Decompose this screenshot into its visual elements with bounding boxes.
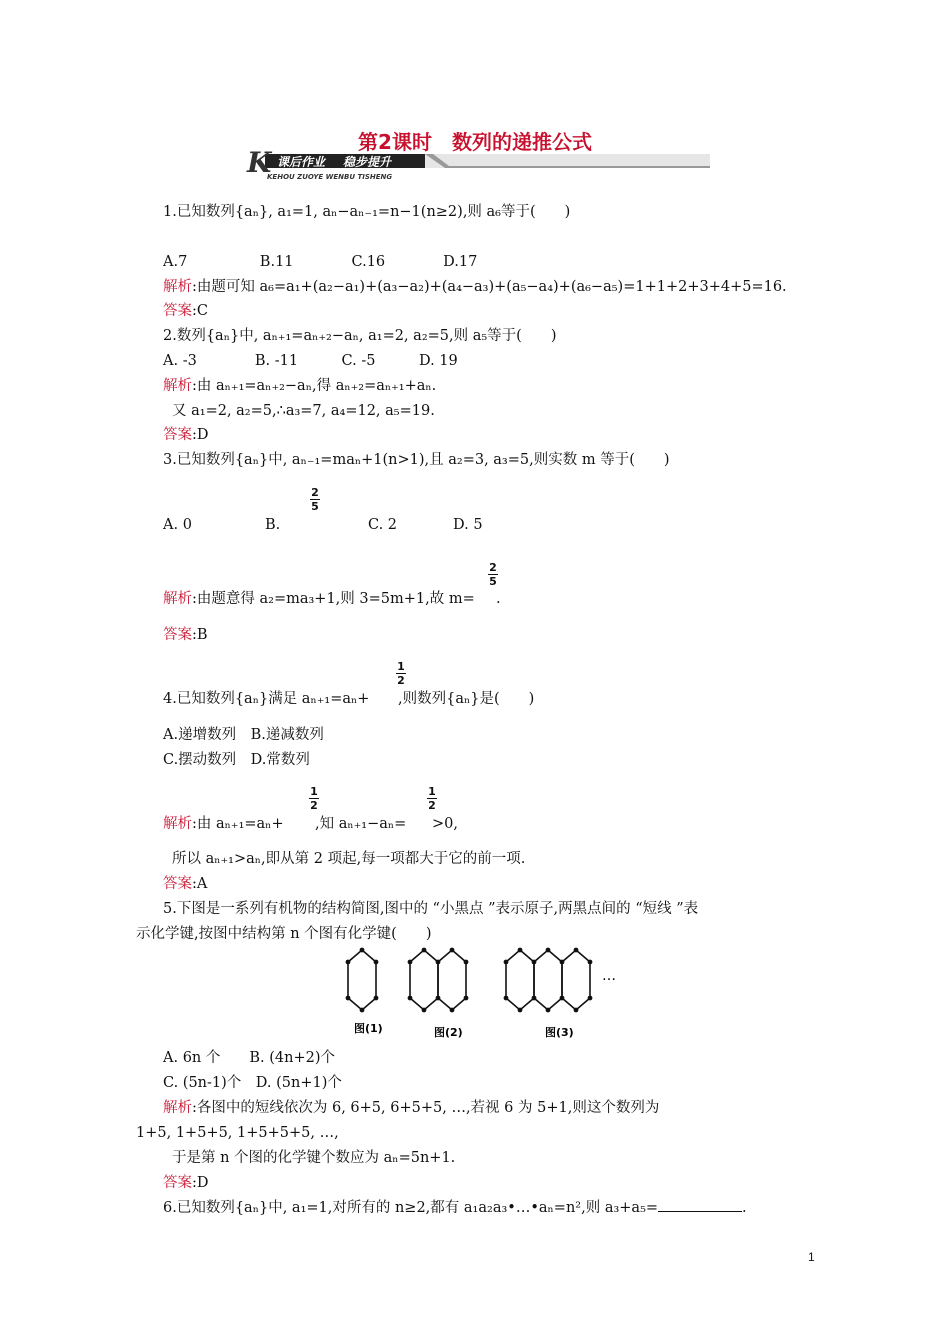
q4-stem-fraction: 1 2 [397,660,405,687]
q5-figure [340,940,640,1045]
q1-analysis: 解析:由题可知 a₆=a₁+(a₂−a₁)+(a₃−a₂)+(a₄−a₃)+(a₅−a₄)+(a₆−a₅)=1+1+2+3+4+5=16. [163,279,787,295]
q4-stem-end: ,则数列{aₙ}是( ) [398,691,535,707]
q3-analysis-end: . [496,591,501,607]
page-number: 1 [808,1250,815,1264]
q3-option-b-fraction: 2 5 [311,486,319,513]
banner-k-letter: K [247,148,272,179]
q1-stem: 1.已知数列{aₙ}, a₁=1, aₙ−aₙ₋₁=n−1(n≥2),则 a₆等于( ) [163,204,571,220]
q3-stem: 3.已知数列{aₙ}中, aₙ₋₁=maₙ+1(n>1),且 a₂=3, a₃=5,则实数 m 等于( ) [163,452,670,468]
q5-stem-2: 示化学键,按图中结构第 n 个图有化学键( ) [136,926,432,942]
banner-main-text: 课后作业 [277,155,326,169]
q5-stem: 5.下图是一系列有机物的结构简图,图中的 “小黑点 ”表示原子,两黑点间的 “短线 ”表 [163,901,699,917]
q4-options-cd: C.摆动数列 D.常数列 [163,752,310,768]
q5-options-cd: C. (5n-1)个 D. (5n+1)个 [163,1075,342,1091]
q2-options: A. -3 B. -11 C. -5 D. 19 [163,353,458,369]
q5-analysis: 解析:各图中的短线依次为 6, 6+5, 6+5+5, …,若视 6 为 5+1,则这个数列为 [163,1100,660,1116]
q4-analysis-2: 所以 aₙ₊₁>aₙ,即从第 2 项起,每一项都大于它的前一项. [172,851,526,867]
q4-answer: 答案:A [163,876,208,892]
q4-analysis-fraction-1: 1 2 [310,785,318,812]
banner-sub-text: 稳步提升 [343,155,392,169]
page-title: 第2课时 数列的递推公式 [358,130,592,154]
q3-option-c: C. 2 [368,517,398,533]
q3-option-a: A. 0 [163,517,192,533]
q3-answer: 答案:B [163,627,208,643]
banner-pinyin: KEHOU ZUOYE WENBU TISHENG [267,173,393,181]
q5-answer: 答案:D [163,1175,209,1191]
q4-stem: 4.已知数列{aₙ}满足 aₙ₊₁=aₙ+ [163,691,370,707]
q2-stem: 2.数列{aₙ}中, aₙ₊₁=aₙ₊₂−aₙ, a₁=2, a₂=5,则 a₅等于( ) [163,328,557,344]
figure-label-2: 图(2) [434,1026,463,1039]
q2-answer: 答案:D [163,427,209,443]
hexagon-structures-diagram [340,940,640,1045]
q6-answer-blank[interactable] [658,1199,742,1212]
q4-options-ab: A.递增数列 B.递减数列 [163,727,324,743]
q4-analysis: 解析:由 aₙ₊₁=aₙ+ [163,816,284,832]
q4-analysis-mid: ,知 aₙ₊₁−aₙ= [315,816,407,832]
q1-answer: 答案:C [163,303,208,319]
q6-stem: 6.已知数列{aₙ}中, a₁=1,对所有的 n≥2,都有 a₁a₂a₃•…•aₙ=n²,则 a₃+a₅= . [163,1200,747,1216]
q4-analysis-end: >0, [432,816,458,832]
homework-banner [245,148,710,182]
figure-ellipsis: … [602,968,616,984]
q3-analysis-fraction: 2 5 [489,561,497,588]
q5-options-ab: A. 6n 个 B. (4n+2)个 [163,1050,335,1066]
q5-analysis-3: 于是第 n 个图的化学键个数应为 aₙ=5n+1. [172,1150,456,1166]
q4-analysis-fraction-2: 1 2 [428,785,436,812]
q2-analysis: 解析:由 aₙ₊₁=aₙ₊₂−aₙ,得 aₙ₊₂=aₙ₊₁+aₙ. [163,378,437,394]
q1-options: A.7 B.11 C.16 D.17 [163,254,478,270]
q3-option-b: B. [265,517,281,533]
figure-label-1: 图(1) [354,1022,383,1035]
figure-label-3: 图(3) [545,1026,574,1039]
q3-analysis: 解析:由题意得 a₂=ma₃+1,则 3=5m+1,故 m= [163,591,475,607]
q5-analysis-2: 1+5, 1+5+5, 1+5+5+5, …, [136,1125,339,1141]
q2-analysis-2: 又 a₁=2, a₂=5,∴a₃=7, a₄=12, a₅=19. [172,403,435,419]
q3-option-d: D. 5 [453,517,483,533]
